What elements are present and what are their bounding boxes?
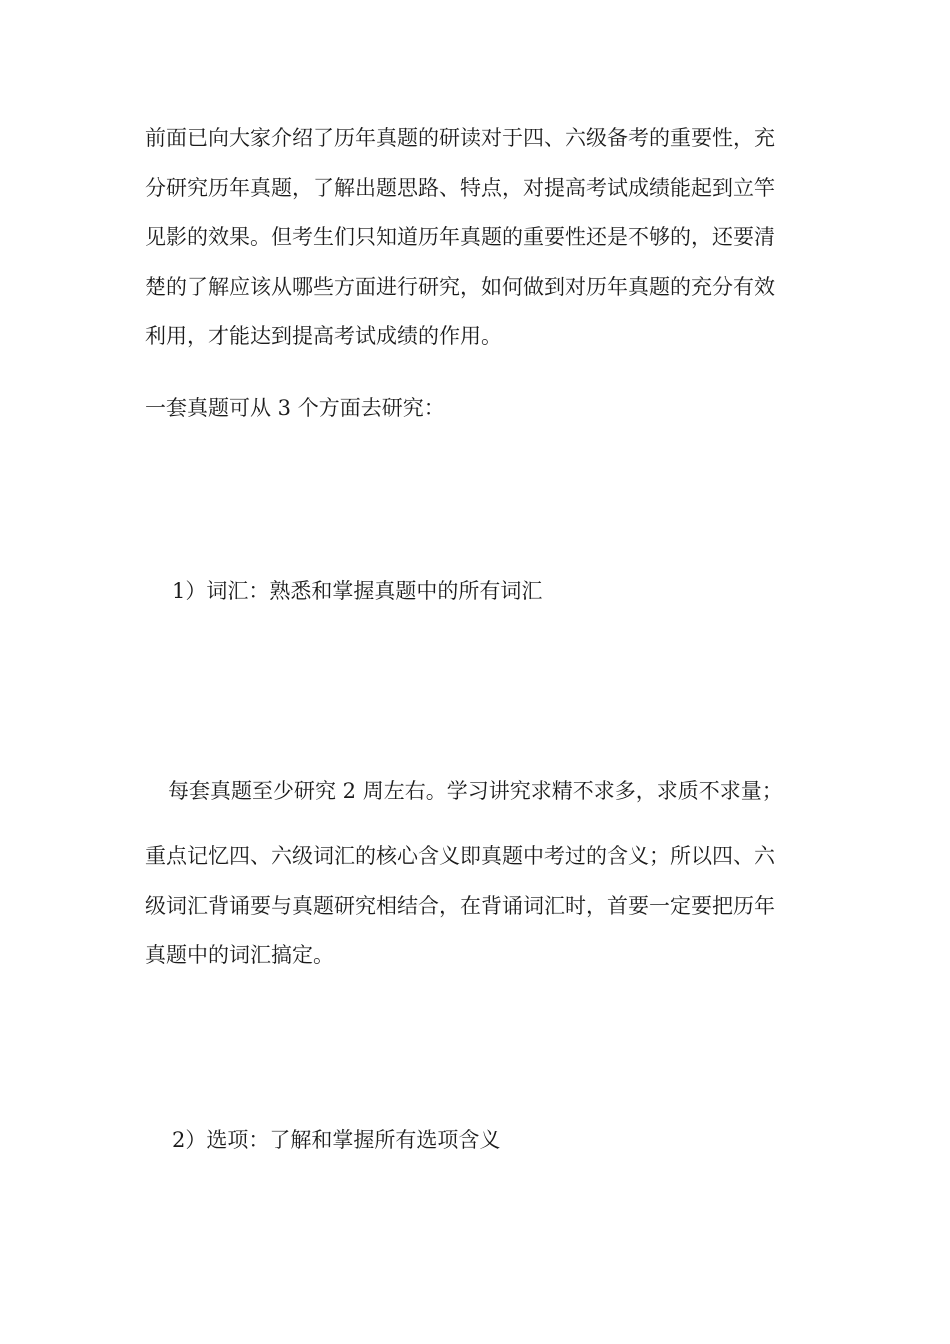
vocabulary-line: 重点记忆四、六级词汇的核心含义即真题中考过的含义；所以四、六: [145, 844, 775, 868]
section-heading-vocabulary: 1）词汇：熟悉和掌握真题中的所有词汇: [172, 579, 543, 603]
vocabulary-line: 级词汇背诵要与真题研究相结合，在背诵词汇时，首要一定要把历年: [145, 893, 775, 918]
intro-line: 见影的效果。但考生们只知道历年真题的重要性还是不够的，还要清: [145, 225, 775, 249]
intro-line: 前面已向大家介绍了历年真题的研读对于四、六级备考的重要性，充: [145, 126, 775, 150]
vocabulary-paragraph-second: [145, 832, 775, 981]
section-heading-options: 2）选项：了解和掌握所有选项含义: [172, 1128, 501, 1152]
intro-line: 楚的了解应该从哪些方面进行研究，如何做到对历年真题的充分有效: [145, 274, 775, 299]
lead-sentence: 一套真题可从 3 个方面去研究：: [145, 396, 445, 420]
vocabulary-line: 真题中的词汇搞定。: [145, 943, 334, 967]
intro-line: 分研究历年真题，了解出题思路、特点，对提高考试成绩能起到立竿: [145, 175, 775, 200]
intro-line: 利用，才能达到提高考试成绩的作用。: [145, 324, 502, 348]
intro-paragraph: [145, 114, 825, 362]
vocabulary-paragraph-first: 每套真题至少研究 2 周左右。学习讲究求精不求多，求质不求量；: [168, 779, 783, 803]
